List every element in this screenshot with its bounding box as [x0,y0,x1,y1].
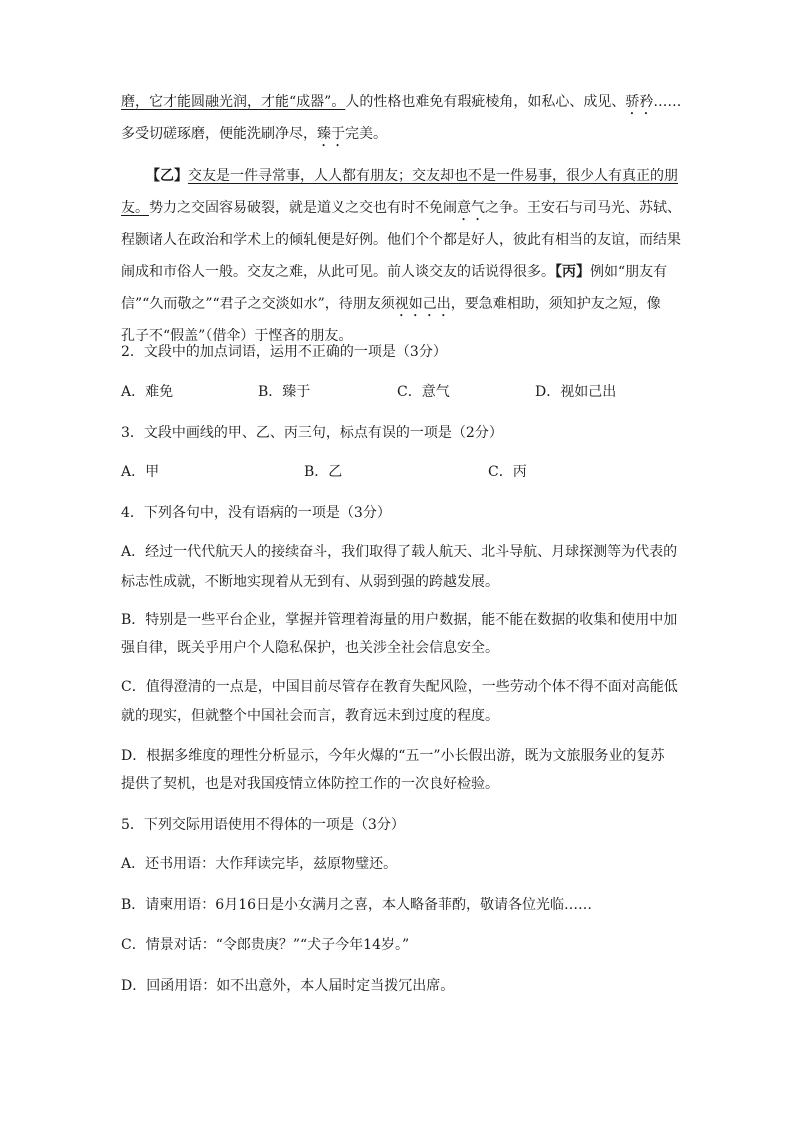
question-4-option-a-line-1[interactable]: A．经过一代代航天人的接续奋斗，我们取得了载人航天、北斗导航、月球探测等为代表的 [121,544,678,560]
jia-underlined-sentence-end: 磨，它才能圆融光润，才能“成器”。 [121,94,346,110]
yi-underlined-sentence-end: 友。 [121,200,149,216]
jia-dotted-word: 骄矜 [625,94,654,110]
question-4-option-c-line-1[interactable]: C．值得澄清的一点是，中国目前尽管存在教育失配风险，一些劳动个体不得不面对高能低 [121,679,678,695]
question-3-stem: 3．文段中画线的甲、乙、丙三句，标点有误的一项是（2分） [121,425,503,441]
passage-jia-line-1 [121,92,681,118]
question-2-option-b[interactable]: B．臻于 [258,384,311,400]
question-5-option-a[interactable]: A．还书用语：大作拜读完毕，兹原物璧还。 [121,856,398,872]
question-2-stem: 2．文段中的加点词语，运用不正确的一项是（3分） [121,344,447,360]
passage-yi-line-4 [121,262,667,282]
question-2-option-c[interactable]: C．意气 [397,384,450,400]
question-5-option-d[interactable]: D．回函用语：如不出意外，本人届时定当拨冗出席。 [121,978,455,994]
question-3-option-a[interactable]: A．甲 [121,464,160,480]
yi-text-end: 之争。王安石与司马光、苏轼、 [485,200,681,216]
question-4-option-d-line-2[interactable]: 提供了契机，也是对我国疫情立体防控工作的一次良好检验。 [121,776,499,792]
bing-text-start: 例如“朋友有 [590,264,668,280]
passage-yi-line-1 [146,166,678,186]
jia-ellipsis: …… [653,94,682,110]
question-4-stem: 4．下列各句中，没有语病的一项是（3分） [121,505,391,521]
jia-text-2-end: 完美。 [345,126,387,142]
question-5-option-b[interactable]: B．请柬用语：6月16日是小女满月之喜，本人略备菲酌，敬请各位光临…… [121,897,593,913]
bing-text: 信”“久而敬之”“君子之交淡如水”，待朋友须 [121,296,395,312]
bing-text-b: ，要急难相助，须知护友之短，像 [450,296,661,312]
dotted-word-shiruji: 视如己出 [394,296,451,312]
passage-yi-line-6: 孔子不“假盖”（借伞）于悭吝的朋友。 [121,328,353,344]
yi-underlined-sentence: 交友是一件寻常事，人人都有朋友；交友却也不是一件易事，很少人有真正的朋 [188,168,678,184]
yi-text: 势力之交固容易破裂，就是道义之交也有时不免闹 [149,200,457,216]
passage-yi-line-2 [121,198,681,224]
question-4-option-b-line-1[interactable]: B．特别是一些平台企业，掌握并管理着海量的用户数据，能不能在数据的收集和使用中加 [121,612,678,628]
dotted-word-zhenyu: 臻于 [317,126,345,142]
question-5-stem: 5．下列交际用语使用不得体的一项是（3分） [121,817,405,833]
question-4-option-a-line-2[interactable]: 标志性成就，不断地实现着从无到有、从弱到强的跨越发展。 [121,574,499,590]
passage-yi-line-3: 程颢诸人在政治和学术上的倾轧便是好例。他们个个都是好人，彼此有相当的友谊，而结果 [121,232,681,248]
jia-text: 人的性格也难免有瑕疵棱角，如私心、成见、 [345,94,626,110]
question-3-option-c[interactable]: C．丙 [488,464,527,480]
jia-text-2: 多受切磋琢磨，便能洗刷净尽， [121,126,317,142]
question-2-option-d[interactable]: D．视如己出 [535,384,617,400]
question-4-option-c-line-2[interactable]: 就的现实，但就整个中国社会而言，教育远未到过度的程度。 [121,708,499,724]
passage-yi-line-5 [121,294,661,320]
question-4-option-b-line-2[interactable]: 强自律，既关乎用户个人隐私保护，也关涉全社会信息安全。 [121,640,499,656]
passage-jia-line-2 [121,124,387,150]
question-3-option-b[interactable]: B．乙 [304,464,343,480]
yi-text-4: 闹成和市俗人一般。交友之难，从此可见。前人谈交友的话说得很多。 [121,264,555,280]
marker-bing: 【丙】 [555,264,590,280]
marker-yi: 【乙】 [146,168,188,184]
dotted-word-yiqi: 意气 [457,200,485,216]
question-4-option-d-line-1[interactable]: D．根据多维度的理性分析显示，今年火爆的“五一”小长假出游，既为文旅服务业的复苏 [121,748,665,764]
question-5-option-c[interactable]: C．情景对话：“令郎贵庚？”“犬子今年14岁。” [121,937,410,953]
question-2-option-a[interactable]: A．难免 [121,384,174,400]
